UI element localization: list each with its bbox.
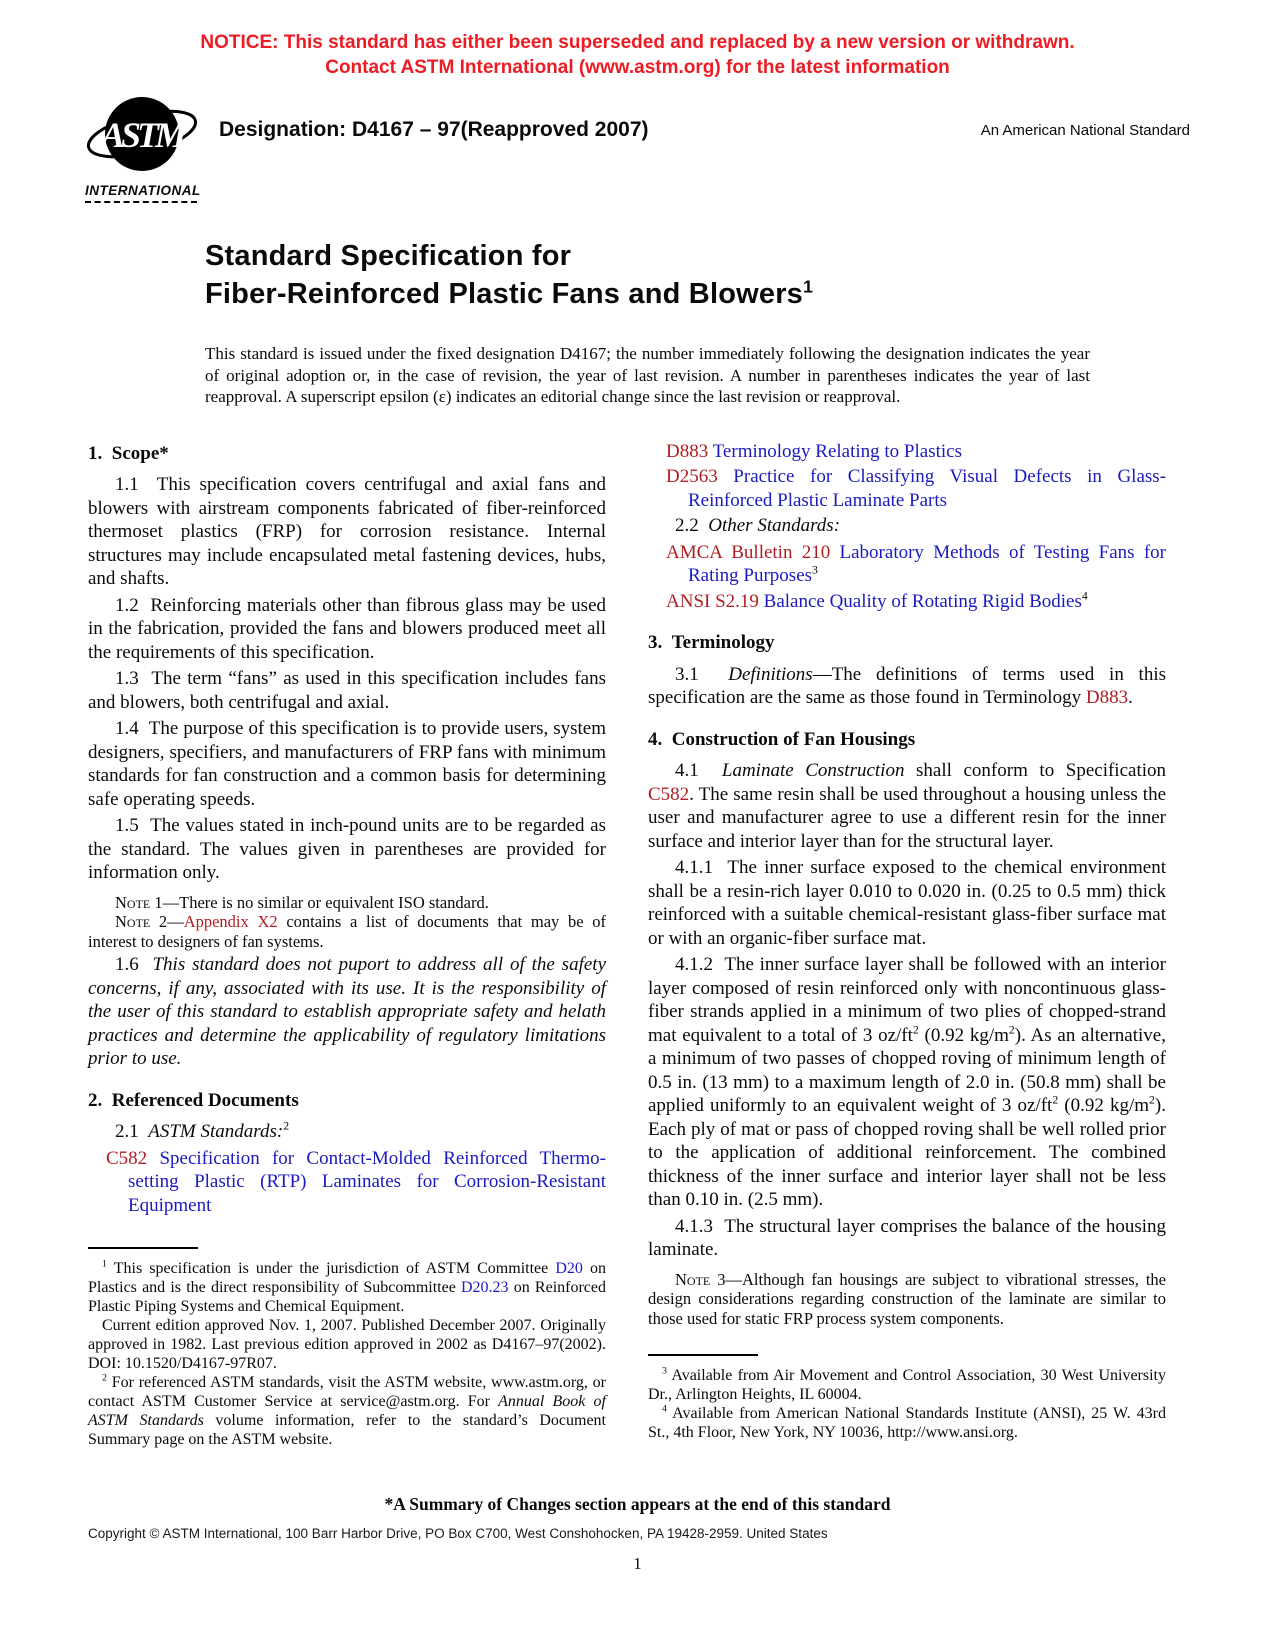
para-4-1-1: 4.1.1 The inner surface exposed to the chemical environment shall be a resin-rich layer 0.010 to 0.020 in. (0.25 to 0.5 mm) thick reinforced with a suitable chemical-resistant glass-fiber surface mat or with an organic-fiber surface mat. [648, 857, 1166, 949]
text-segment: ). As an alternative, a minimum of two passes of chopped roving of minimum length of 0.5 in. (13 mm) to a maximum length of 2.0 in. (50.8 mm) shall be applied uniformly to an equivalent weight of 3 oz/ft [648, 1024, 1166, 1116]
text-segment: Annual Book of ASTM Standards [88, 1393, 606, 1429]
title-line2 [205, 275, 1090, 313]
text-segment: 2 [912, 1023, 919, 1037]
astm-logo-text: ASTM [100, 115, 184, 155]
text-segment: Note 2 [115, 912, 168, 931]
text-segment: 2 [102, 1372, 107, 1384]
text-segment [830, 542, 839, 563]
text-segment: 2 [1008, 1023, 1015, 1037]
reference-amca-210 [648, 541, 1166, 588]
para-1-6 [88, 953, 606, 1071]
astm-logo [85, 90, 205, 203]
link-d2563[interactable]: D2563 [666, 466, 718, 487]
text-segment: 2.1 [115, 1121, 149, 1142]
text-segment: Note 1 [115, 892, 163, 912]
para-4-1-2 [648, 953, 1166, 1212]
superseded-notice-line1: NOTICE: This standard has either been superseded and replaced by a new version or withdrawn. [200, 32, 1075, 53]
designation: Designation: D4167 – 97(Reapproved 2007) [219, 118, 649, 141]
reference-c582 [88, 1147, 606, 1218]
title-line1: Standard Specification for [205, 240, 572, 272]
text-segment: Fiber-Reinforced Plastic Fans and Blowers [205, 278, 804, 310]
left-column [88, 440, 606, 1450]
link-ansi-s219-title[interactable]: Balance Quality of Rotating Rigid Bodies [763, 590, 1082, 612]
american-national-standard-label: An American National Standard [980, 122, 1190, 139]
right-footnotes [648, 1354, 1166, 1442]
text-segment: (0.92 kg/m [918, 1024, 1009, 1046]
text-segment: 1.6 [115, 954, 153, 975]
link-d20-23[interactable]: D20.23 [461, 1279, 509, 1296]
text-segment: ASTM Standards: [148, 1121, 284, 1142]
heading-terminology: 3. Terminology [648, 632, 775, 653]
issued-under-paragraph: This standard is issued under the fixed designation D4167; the number immediately following the designation indicates the year of original adoption or, in the case of revision, the year of last revision. A number in parentheses indicates the year of last reapproval. A superscript epsilon (ε) indicates an editorial change since the last revision or reapproval. [205, 344, 1090, 406]
note-1 [88, 893, 606, 913]
para-4-1-3: 4.1.3 The structural layer comprises the balance of the housing laminate. [648, 1215, 1166, 1260]
text-segment: on Plastics and is the direct responsibility of Subcommittee [88, 1260, 607, 1296]
reference-ansi-s219 [648, 590, 1166, 614]
text-segment: —The definitions of terms used in this specification are the same as those found in Terminology [648, 663, 1167, 708]
link-c582[interactable]: C582 [106, 1147, 148, 1169]
footnote-4 [648, 1404, 1166, 1442]
text-segment: Laminate Construction [721, 760, 905, 781]
text-segment: . The same resin shall be used throughout a housing unless the user and manufacturer agree to use a different resin for the inner surface and interior layer than for the structural layer. [648, 783, 1166, 852]
text-segment: — [167, 912, 184, 931]
footnote-rule-right [648, 1354, 758, 1356]
text-segment [718, 466, 734, 487]
footnote-2 [88, 1373, 606, 1449]
link-ansi-s219[interactable]: ANSI S2.19 [666, 590, 759, 612]
link-d20[interactable]: D20 [555, 1260, 583, 1277]
page-number: 1 [633, 1554, 642, 1573]
text-segment: This standard does not puport to address all of the safety concerns, if any, associated with its use. It is the responsibility of the user of this standard to establish appropriate safety and helath practices and determine the applicability of regulatory limitations prior to use. [88, 954, 606, 1069]
text-segment: volume information, refer to the standard’s Document Summary page on the ASTM website. [88, 1412, 607, 1448]
text-segment: 2.2 [675, 515, 709, 536]
text-segment: contains a list of documents that may be of interest to designers of fan systems. [88, 912, 606, 951]
text-segment: This specification is under the jurisdiction of ASTM Committee [106, 1260, 556, 1277]
superseded-notice [0, 0, 1275, 80]
two-column-body [88, 440, 1190, 1450]
text-segment: . [1128, 687, 1133, 708]
astm-logo-international: INTERNATIONAL [85, 183, 197, 203]
text-segment: —There is no similar or equivalent ISO standard. [162, 892, 489, 912]
footnote-1-continued: Current edition approved Nov. 1, 2007. Published December 2007. Originally approved in 1982. Last previous edition approved in 2002 as D4167–97(2002). DOI: 10.1520/D4167-97R07. [88, 1317, 606, 1372]
text-segment: Note 3 [675, 1269, 726, 1289]
copyright-line: Copyright © ASTM International, 100 Barr Harbor Drive, PO Box C700, West Conshohocken, PA 19428-2959. United States [88, 1526, 828, 1541]
footnote-1 [88, 1259, 606, 1316]
reference-d2563 [648, 465, 1166, 512]
footnote-3 [648, 1366, 1166, 1404]
para-1-1: 1.1 This specification covers centrifugal and axial fans and blowers with airstream components fabricated of fiber-reinforced thermoset plastics (FRP) for corrosion resistance. Internal structures may include encapsulated metal fastening devices, hubs, and shafts. [88, 474, 606, 589]
link-d883[interactable]: D883 [666, 440, 709, 462]
link-d883-terminology[interactable]: D883 [1085, 687, 1129, 708]
footnote-rule-left [88, 1247, 198, 1249]
para-1-5: 1.5 The values stated in inch-pound units are to be regarded as the standard. The values given in parentheses are provided for information only. [88, 815, 606, 883]
text-segment: 3.1 [675, 663, 729, 685]
text-segment: 4.1.2 The inner surface layer shall be followed with an interior layer composed of resin reinforced only with noncontinuous glass-fiber strands applied in a minimum of two plies of chopped-strand mat equivalent to a total of 3 oz/ft [648, 954, 1166, 1046]
para-1-4: 1.4 The purpose of this specification is to provide users, system designers, specifiers, and manufacturers of FRP fans with minimum standards for fan construction and a common basis for determining safe operating speeds. [88, 718, 606, 810]
text-segment: (0.92 kg/m [1058, 1095, 1150, 1116]
reference-d883 [648, 440, 1166, 464]
para-3-1 [648, 663, 1166, 710]
text-segment: 2 [283, 1119, 290, 1133]
summary-of-changes-note: *A Summary of Changes section appears at the end of this standard [384, 1494, 891, 1514]
para-2-1 [88, 1120, 606, 1144]
document-header [85, 90, 1190, 203]
text-segment [147, 1148, 159, 1169]
text-segment: Available from American National Standards Institute (ANSI), 25 W. 43rd St., 4th Floor, New York, NY 10036, http://www.ansi.org. [648, 1405, 1166, 1441]
text-segment: ). Each ply of mat or pass of chopped roving shall be well rolled prior to the application of additional reinforcement. The combined thickness of the inner surface and interior layer shall not be less than 0.10 in. (2.5 mm). [648, 1095, 1166, 1210]
left-footnotes [88, 1247, 606, 1449]
text-segment: Definitions [728, 663, 813, 685]
note-3 [648, 1270, 1166, 1329]
heading-construction-fan-housings: 4. Construction of Fan Housings [648, 728, 916, 750]
text-segment: 1 [102, 1258, 107, 1270]
text-segment: shall conform to Specification [904, 760, 1166, 781]
text-segment: 3 [662, 1365, 667, 1377]
text-segment: on Reinforced Plastic Piping Systems and Chemical Equipment. [88, 1279, 607, 1315]
link-amca-210-title[interactable]: Laboratory Methods of Testing Fans for Rating Purposes [688, 541, 1166, 586]
para-4-1 [648, 759, 1166, 853]
heading-scope: 1. Scope* [88, 442, 169, 464]
text-segment: Other Standards: [708, 515, 841, 536]
para-1-2: 1.2 Reinforcing materials other than fibrous glass may be used in the fabrication, provided the fans and blowers produced meet all the requirements of this specification. [88, 594, 606, 663]
text-segment: 4.1 [675, 760, 722, 781]
link-amca-210[interactable]: AMCA Bulletin 210 [666, 541, 831, 563]
text-segment: 2 [1149, 1093, 1155, 1107]
text-segment: 2 [1052, 1093, 1059, 1107]
link-d2563-title[interactable]: Practice for Classifying Visual Defects in Glass-Reinforced Plastic Laminate Parts [688, 466, 1166, 511]
link-c582-title[interactable]: Specification for Contact-Molded Reinforced Thermo-setting Plastic (RTP) Laminates for Corrosion-Resistant Equipment [128, 1147, 607, 1216]
text-segment: 1 [803, 276, 814, 297]
text-segment: —Although fan housings are subject to vibrational stresses, the design considerations regarding construction of the laminate are similar to those used for static FRP process system components. [648, 1269, 1166, 1328]
astm-logo-mark [85, 90, 199, 182]
text-segment: 3 [812, 563, 818, 577]
para-1-3: 1.3 The term “fans” as used in this specification includes fans and blowers, both centrifugal and axial. [88, 668, 606, 713]
superseded-notice-line2: Contact ASTM International (www.astm.org) for the latest information [325, 57, 950, 78]
link-c582-construction[interactable]: C582 [648, 783, 690, 805]
right-column [648, 440, 1166, 1450]
link-appendix-x2[interactable]: Appendix X2 [183, 912, 278, 931]
document-title [205, 237, 1090, 313]
text-segment: Available from Air Movement and Control Association, 30 West University Dr., Arlington Heights, IL 60004. [648, 1367, 1166, 1403]
para-2-2 [648, 514, 1166, 538]
note-2 [88, 912, 606, 951]
text-segment: For referenced ASTM standards, visit the ASTM website, www.astm.org, or contact ASTM Customer Service at service@astm.org. For [88, 1374, 606, 1410]
heading-referenced-documents: 2. Referenced Documents [88, 1089, 299, 1111]
text-segment: 4 [1081, 589, 1088, 603]
text-segment: 4 [662, 1403, 667, 1415]
link-d883-title[interactable]: Terminology Relating to Plastics [712, 440, 962, 462]
